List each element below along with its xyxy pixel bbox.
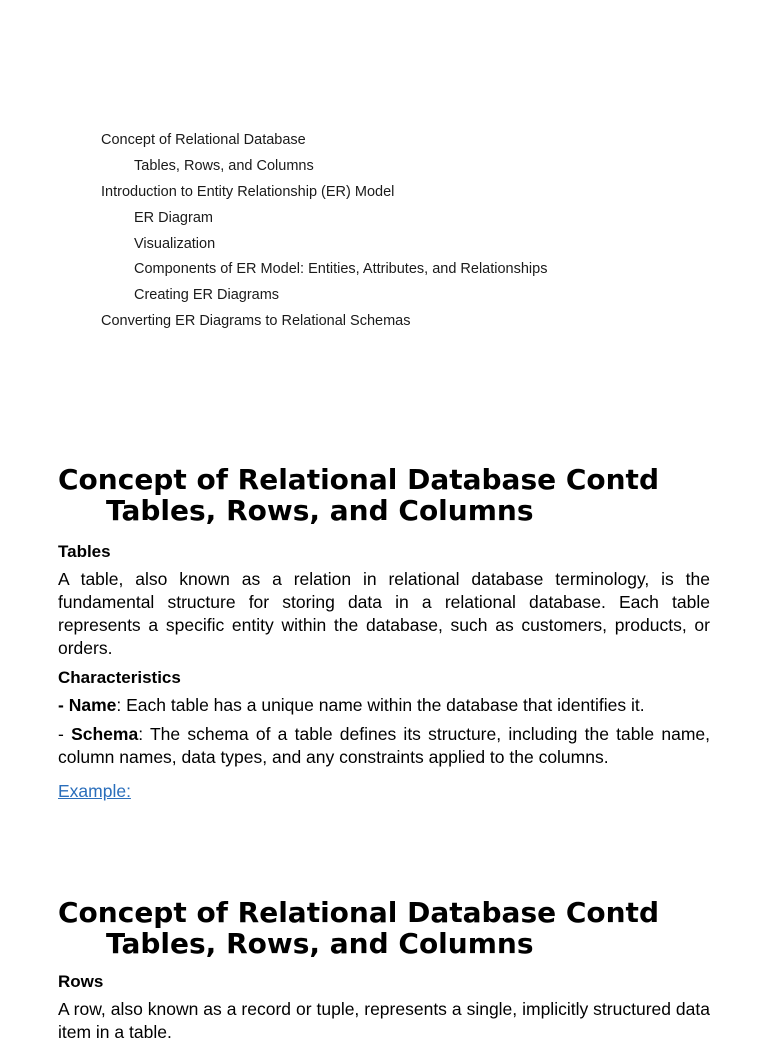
slide-title-line1: Concept of Relational Database Contd <box>58 896 659 929</box>
name-term: Name <box>68 695 117 715</box>
slide-title-line2: Tables, Rows, and Columns <box>106 927 534 960</box>
toc-item[interactable]: Introduction to Entity Relationship (ER) Model <box>101 183 395 200</box>
slide-tables <box>58 464 710 802</box>
toc-item[interactable]: Tables, Rows, and Columns <box>134 157 314 174</box>
schema-prefix: - <box>58 724 72 744</box>
slide-title-line1: Concept of Relational Database Contd <box>58 463 659 496</box>
section-heading-tables: Tables <box>58 542 111 561</box>
section-heading-rows: Rows <box>58 972 104 991</box>
characteristics-heading: Characteristics <box>58 668 181 687</box>
schema-text: : The schema of a table defines its structure, including the table name, column names, data types, and any constraints applied to the columns. <box>58 724 710 767</box>
slide-title-line2: Tables, Rows, and Columns <box>106 494 534 527</box>
name-prefix: - <box>58 695 69 715</box>
tables-description: A table, also known as a relation in relational database terminology, is the fundamental structure for storing data in a relational database. Each table represents a specific entity within the database, such as customers, products, or orders. <box>58 569 710 658</box>
toc-item[interactable]: Creating ER Diagrams <box>134 287 280 304</box>
slide-title <box>58 897 710 959</box>
toc-item[interactable]: Visualization <box>134 235 216 252</box>
schema-term: Schema <box>71 724 139 744</box>
toc-item[interactable]: ER Diagram <box>134 209 213 226</box>
name-text: : Each table has a unique name within the database that identifies it. <box>116 695 645 715</box>
table-of-contents <box>0 128 768 335</box>
characteristic-schema <box>58 723 710 769</box>
toc-item[interactable]: Converting ER Diagrams to Relational Schemas <box>101 313 411 330</box>
example-link[interactable]: Example: <box>58 781 131 801</box>
slide-rows <box>58 897 710 1050</box>
toc-item[interactable]: Components of ER Model: Entities, Attributes, and Relationships <box>134 261 548 278</box>
rows-description: A row, also known as a record or tuple, represents a single, implicitly structured data item in a table. <box>58 999 710 1042</box>
characteristic-name <box>58 694 710 717</box>
slide-title <box>58 464 710 526</box>
toc-item[interactable]: Concept of Relational Database <box>101 132 306 148</box>
